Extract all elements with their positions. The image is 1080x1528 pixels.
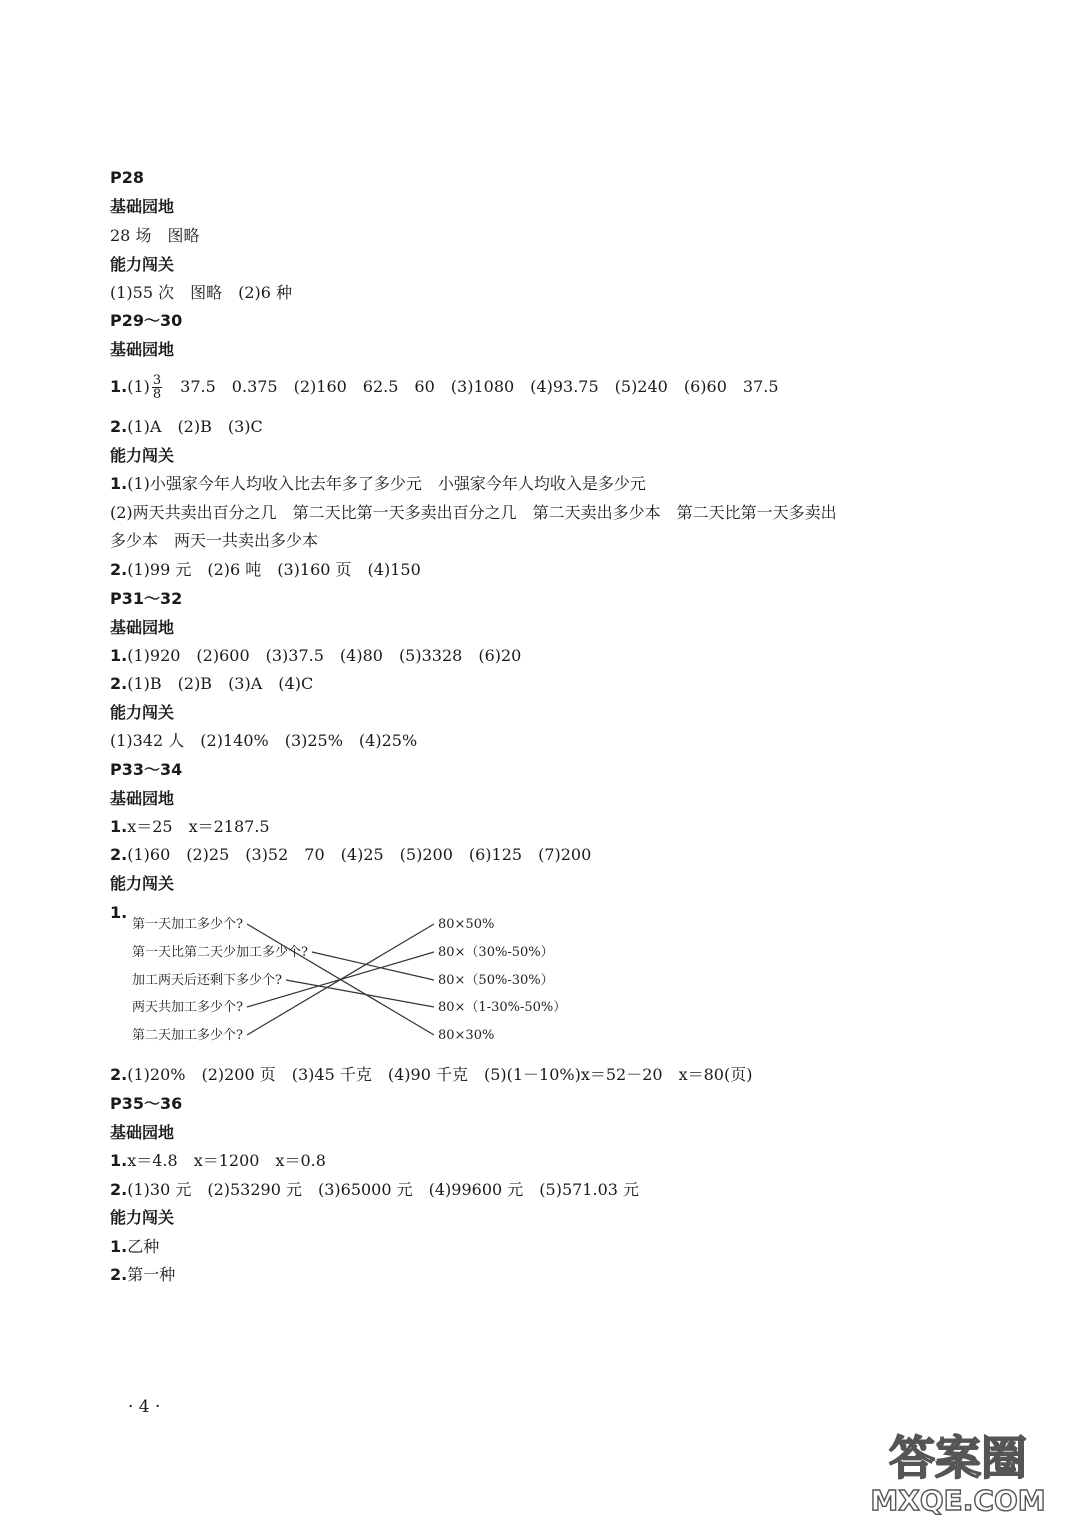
matching-answer: 80×（1-30%-50%） bbox=[438, 1000, 567, 1015]
matching-answers bbox=[438, 917, 566, 1043]
matching-connector-line bbox=[312, 952, 434, 980]
answer-text: 乙种 bbox=[127, 1237, 160, 1256]
section-basic-title: 基础园地 bbox=[110, 789, 175, 808]
matching-answer: 80×（30%-50%） bbox=[438, 945, 554, 960]
section-ability-title: 能力闯关 bbox=[110, 446, 175, 465]
answer-text: (1)A (2)B (3)C bbox=[127, 417, 263, 436]
question-number: 1. bbox=[110, 377, 128, 396]
answer-text: (1)30 元 (2)53290 元 (3)65000 元 (4)99600 元 (5)571.03 元 bbox=[127, 1180, 640, 1199]
answer-text: x＝4.8 x＝1200 x＝0.8 bbox=[127, 1151, 326, 1170]
page-heading-p29-30: P29～30 bbox=[110, 311, 183, 330]
section-basic-title: 基础园地 bbox=[110, 340, 175, 359]
answer-line bbox=[110, 417, 263, 437]
fraction bbox=[152, 374, 162, 401]
question-number: 1. bbox=[110, 474, 128, 493]
matching-question: 第一天加工多少个? bbox=[132, 917, 243, 932]
answer-text: (1)920 (2)600 (3)37.5 (4)80 (5)3328 (6)20 bbox=[127, 646, 522, 665]
matching-answer: 80×（50%-30%） bbox=[438, 973, 554, 988]
matching-answer: 80×30% bbox=[438, 1028, 495, 1043]
answer-line bbox=[110, 674, 313, 694]
answer-text: (1)小强家今年人均收入比去年多了多少元 小强家今年人均收入是多少元 bbox=[127, 474, 646, 493]
watermark-logo-text: 答案圈 bbox=[889, 1431, 1027, 1485]
answer-line: 多少本 两天一共卖出多少本 bbox=[110, 531, 319, 550]
page-heading-p31-32: P31～32 bbox=[110, 589, 183, 608]
answer-line bbox=[110, 845, 591, 865]
page-number: · 4 · bbox=[128, 1397, 161, 1417]
question-number: 2. bbox=[110, 560, 128, 579]
question-number: 1. bbox=[110, 817, 128, 836]
matching-question: 加工两天后还剩下多少个? bbox=[132, 973, 282, 988]
answer-line bbox=[110, 646, 521, 666]
answer-line bbox=[110, 1237, 159, 1257]
answer-line bbox=[110, 560, 421, 580]
section-ability-title: 能力闯关 bbox=[110, 1208, 175, 1227]
question-number: 2. bbox=[110, 845, 128, 864]
answer-text: 第一种 bbox=[127, 1265, 176, 1284]
answer-text: (1) bbox=[127, 377, 150, 396]
answer-line bbox=[110, 1180, 639, 1200]
page-heading-p35-36: P35～36 bbox=[110, 1094, 183, 1113]
page-heading-p28: P28 bbox=[110, 168, 144, 187]
answer-line: (1)55 次 图略 (2)6 种 bbox=[110, 283, 293, 302]
answer-text: 37.5 0.375 (2)160 62.5 60 (3)1080 (4)93.75 (5)240 (6)60 37.5 bbox=[164, 377, 779, 396]
answer-text: (1)20% (2)200 页 (3)45 千克 (4)90 千克 (5)(1－10%)x＝52－20 x＝80(页) bbox=[127, 1065, 753, 1084]
answer-text: (1)60 (2)25 (3)52 70 (4)25 (5)200 (6)125 (7)200 bbox=[127, 845, 592, 864]
answer-line bbox=[110, 474, 646, 494]
matching-question: 第二天加工多少个? bbox=[132, 1028, 243, 1043]
answer-line: (1)342 人 (2)140% (3)25% (4)25% bbox=[110, 731, 418, 750]
answer-line bbox=[110, 1065, 752, 1085]
matching-question: 第一天比第二天少加工多少个? bbox=[132, 945, 308, 960]
page-heading-p33-34: P33～34 bbox=[110, 760, 183, 779]
question-number: 2. bbox=[110, 674, 128, 693]
watermark-logo bbox=[858, 1418, 1058, 1518]
section-ability-title: 能力闯关 bbox=[110, 874, 175, 893]
question-number: 1. bbox=[110, 903, 128, 922]
question-number: 1. bbox=[110, 646, 128, 665]
question-number: 2. bbox=[110, 1265, 128, 1284]
answer-text: x＝25 x＝2187.5 bbox=[127, 817, 270, 836]
watermark-site-text: MXQE.COM bbox=[870, 1484, 1046, 1517]
answer-line bbox=[110, 1151, 326, 1171]
matching-questions bbox=[132, 916, 308, 1043]
answer-text: (1)99 元 (2)6 吨 (3)160 页 (4)150 bbox=[127, 560, 421, 579]
section-basic-title: 基础园地 bbox=[110, 618, 175, 637]
matching-question: 两天共加工多少个? bbox=[132, 1000, 243, 1015]
fraction-numerator: 3 bbox=[152, 373, 162, 388]
section-ability-title: 能力闯关 bbox=[110, 703, 175, 722]
question-number: 2. bbox=[110, 1065, 128, 1084]
fraction-denominator: 8 bbox=[152, 387, 162, 402]
matching-answer: 80×50% bbox=[438, 917, 495, 932]
answer-line bbox=[110, 374, 779, 401]
question-number: 1. bbox=[110, 1237, 128, 1256]
answer-line: (2)两天共卖出百分之几 第二天比第一天多卖出百分之几 第二天卖出多少本 第二天比第一天多卖出 bbox=[110, 503, 837, 522]
question-number: 2. bbox=[110, 417, 128, 436]
section-ability-title: 能力闯关 bbox=[110, 255, 175, 274]
matching-connector-line bbox=[286, 980, 434, 1007]
answer-line bbox=[110, 1265, 175, 1285]
answer-text: (1)B (2)B (3)A (4)C bbox=[127, 674, 314, 693]
answer-line: 28 场 图略 bbox=[110, 226, 200, 245]
question-number: 2. bbox=[110, 1180, 128, 1199]
section-basic-title: 基础园地 bbox=[110, 197, 175, 216]
matching-diagram bbox=[110, 904, 580, 1054]
question-number: 1. bbox=[110, 1151, 128, 1170]
section-basic-title: 基础园地 bbox=[110, 1123, 175, 1142]
answer-line bbox=[110, 817, 270, 837]
